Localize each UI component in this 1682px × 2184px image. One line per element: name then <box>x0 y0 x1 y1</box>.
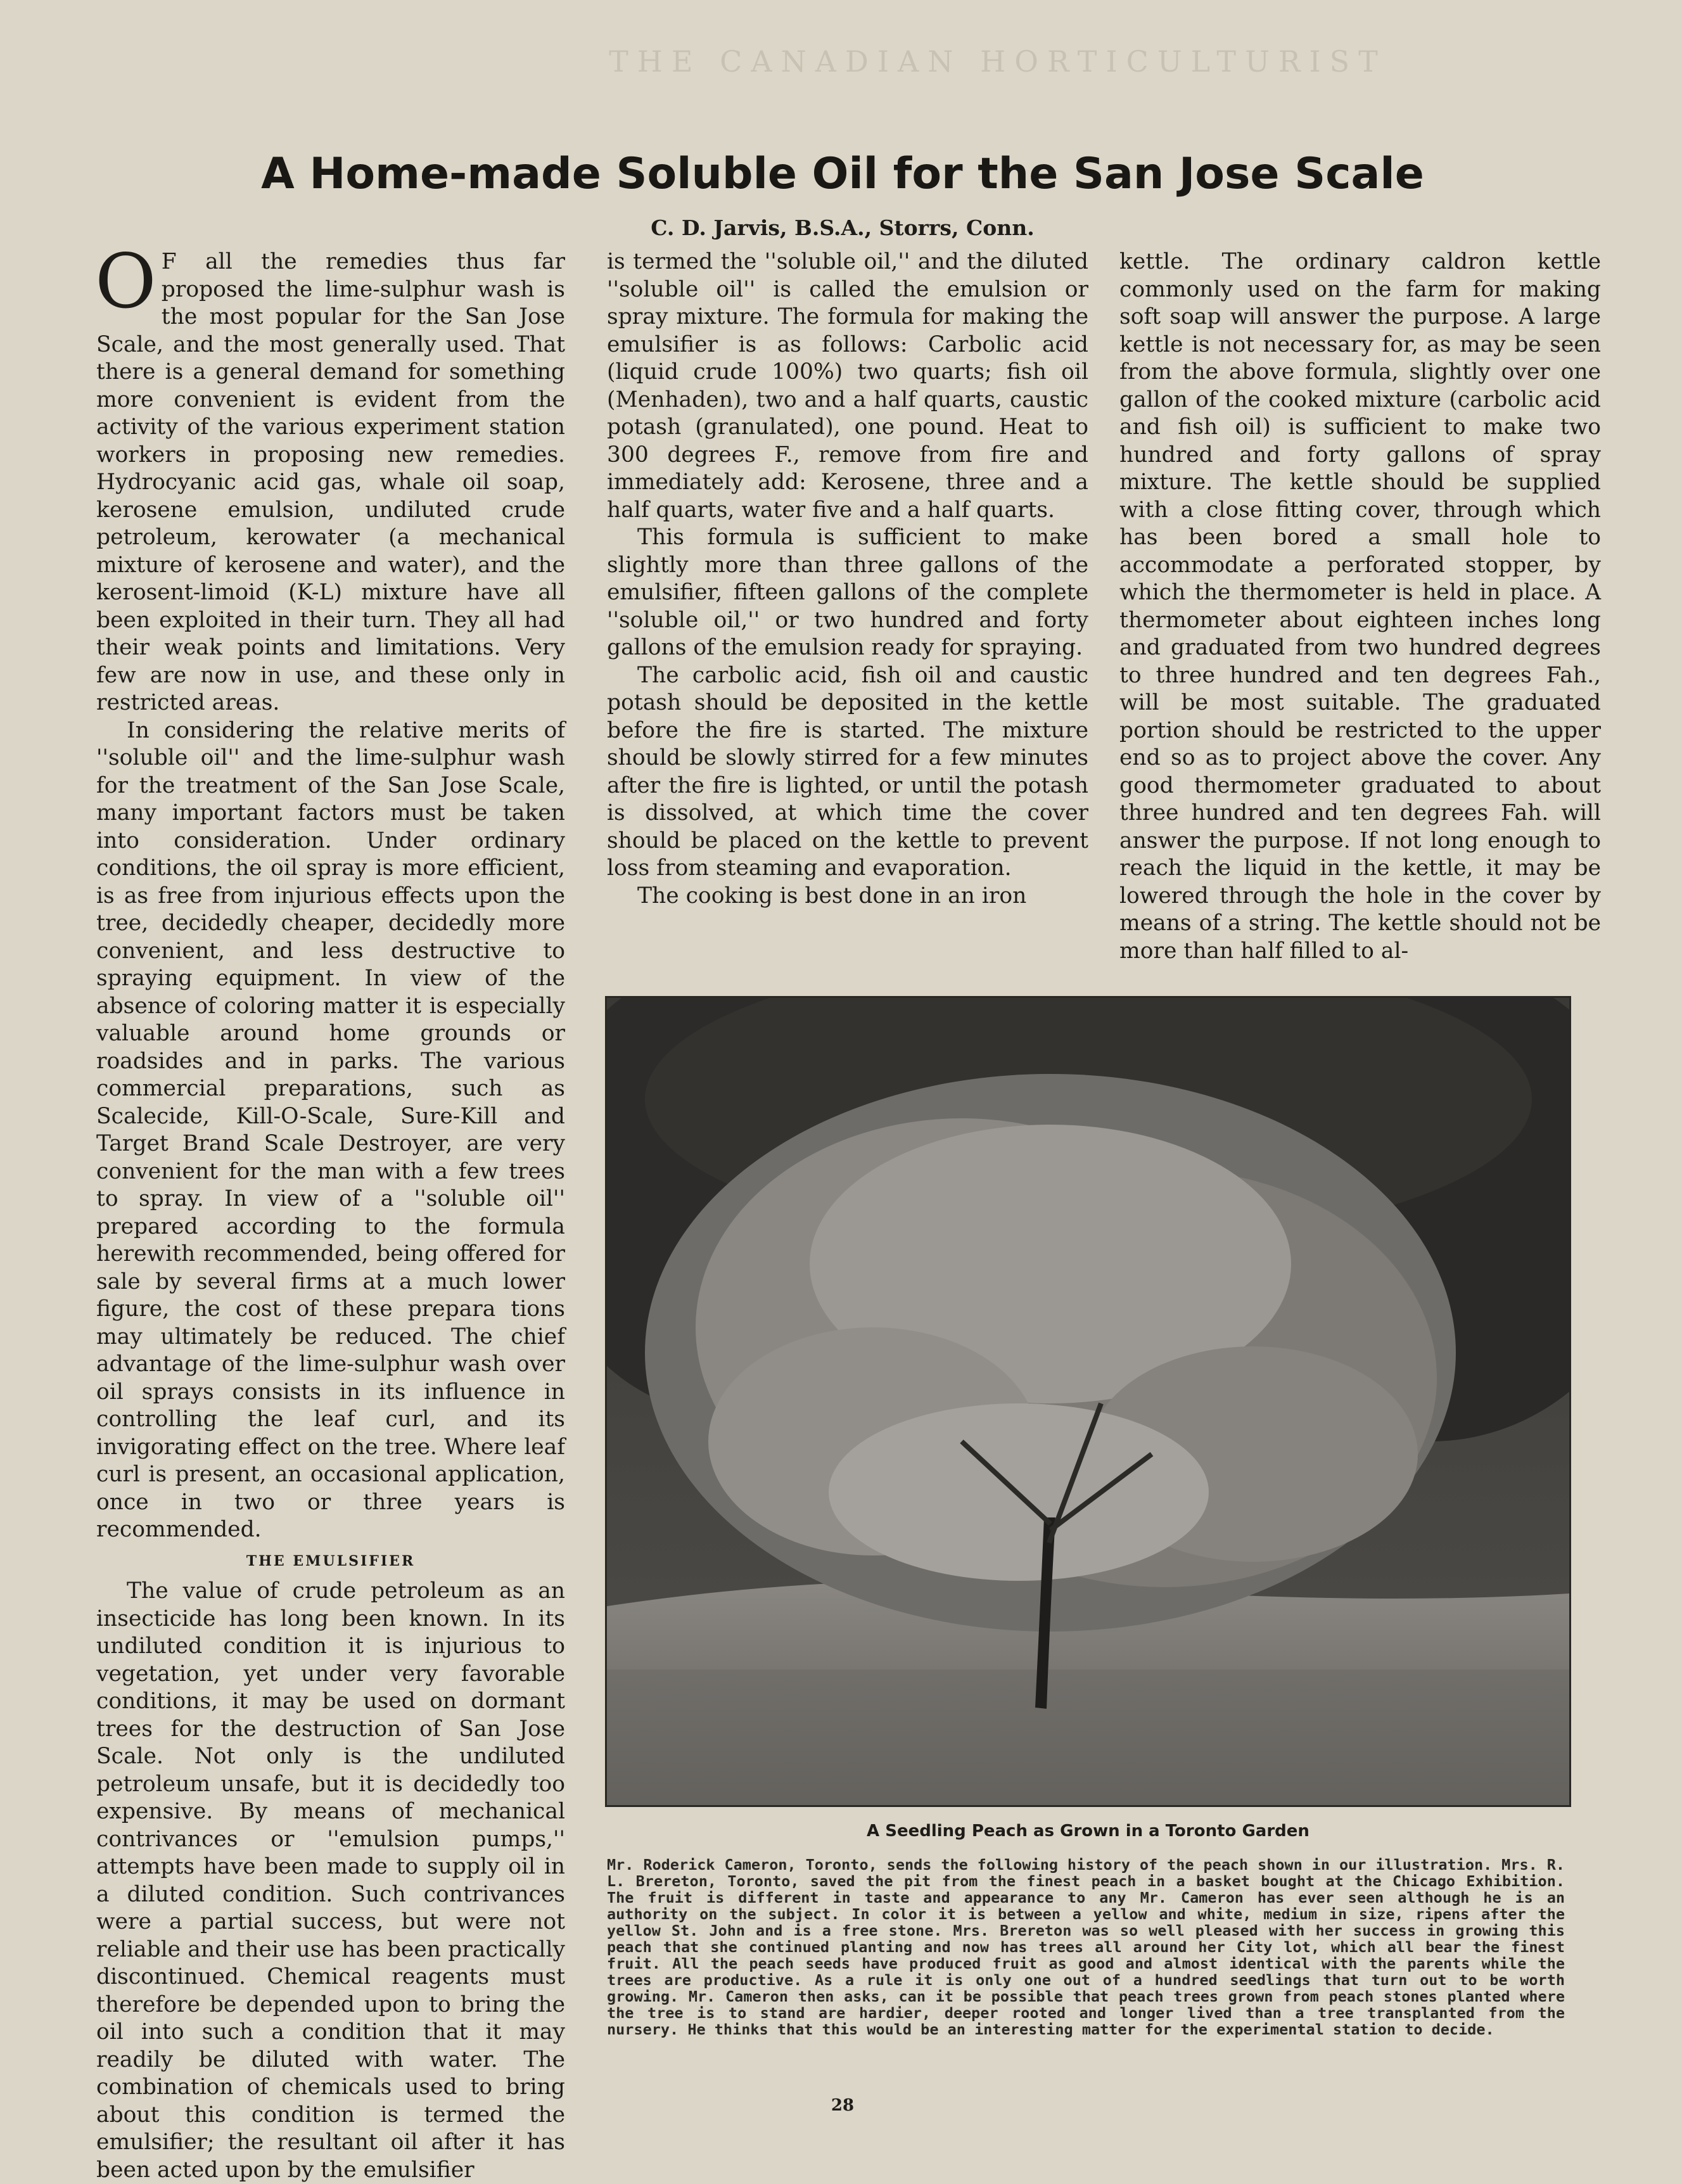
figure-note: Mr. Roderick Cameron, Toronto, sends the following history of the peach shown in our illustration. Mrs. R. L. Brereton, Toronto, saved the pit from the finest peach in a basket bought at the Chicago Exhibition. The fruit is different in taste and appearance to any Mr. Cameron has ever seen although he is an authority on the subject. In color it is between a yellow and white, medium in size, ripens after the yellow St. John and is a free stone. Mrs. Brereton was so well pleased with her success in growing this peach that she continued planting and now has trees all around her City lot, which all bear the finest fruit. All the peach seeds have produced fruit as good and almost identical with the parents while the trees are productive. As a rule it is only one out of a hundred seedlings that turn out to be worth growing. Mr. Cameron then asks, can it be possible that peach trees grown from peach stones planted where the tree is to stand are hardier, deeper rooted and longer lived than a tree transplanted from the nursery. He thinks that this would be an interesting matter for the experimental station to decide. <box>607 1856 1565 2038</box>
paragraph-text: F all the remedies thus far proposed the lime-sulphur wash is the most popular for the San Jose Scale, and the most generally used. That there is a general demand for something more convenient is evident from the activity of the various experiment station workers in proposing new remedies. Hydrocyanic acid gas, whale oil soap, kerosene emulsion, undiluted crude petroleum, kerowater (a mechanical mixture of kerosene and water), and the kerosent-limoid (K-L) mixture have all been exploited in their turn. They all had their weak points and limitations. Very few are now in use, and these only in restricted areas. <box>96 249 565 715</box>
column-3 <box>1119 248 1601 965</box>
paragraph: is termed the ''soluble oil,'' and the diluted ''soluble oil'' is called the emulsion or spray mixture. The formula for making the emulsifier is as follows: Carbolic acid (liquid crude 100%) two quarts; fish oil (Menhaden), two and a half quarts, caustic potash (granulated), one pound. Heat to 300 degrees F., remove from fire and immediately add: Kerosene, three and a half quarts, water five and a half quarts. <box>607 249 1088 523</box>
column-2 <box>607 248 1088 910</box>
paragraph: In considering the relative merits of ''soluble oil'' and the lime-sulphur wash for the treatment of the San Jose Scale, many important factors must be taken into consideration. Under ordinary conditions, the oil spray is more efficient, is as free from injurious effects upon the tree, decidedly cheaper, decidedly more convenient, and less destructive to spraying equipment. In view of the absence of coloring matter it is especially valuable around home grounds or roadsides and in parks. The various commercial preparations, such as Scalecide, Kill-O-Scale, Sure-Kill and Target Brand Scale Destroyer, are very convenient for the man with a few trees to spray. In view of a ''soluble oil'' prepared according to the formula herewith recommended, being offered for sale by several firms at a much lower figure, the cost of these prepara tions may ultimately be reduced. The chief advantage of the lime-sulphur wash over oil sprays consists in its influence in controlling the leaf curl, and its invigorating effect on the tree. Where leaf curl is present, an occasional application, once in two or three years is recommended. <box>96 717 565 1542</box>
figure-caption: A Seedling Peach as Grown in a Toronto Garden <box>867 1822 1309 1841</box>
article-byline: C. D. Jarvis, B.S.A., Storrs, Conn. <box>651 215 1035 240</box>
paragraph: This formula is sufficient to make slightly more than three gallons of the emulsifier, fifteen gallons of the complete ''soluble oil,'' or two hundred and forty gallons of the emulsion ready for spraying. <box>607 525 1088 660</box>
section-heading: THE EMULSIFIER <box>246 1552 416 1569</box>
page-number: 28 <box>831 2096 855 2115</box>
peach-tree-photo <box>605 996 1571 1807</box>
paragraph: The carbolic acid, fish oil and caustic potash should be deposited in the kettle before the fire is started. The mixture should be slowly stirred for a few minutes after the fire is lighted, or until the potash is dissolved, at which time the cover should be placed on the kettle to prevent loss from steaming and evaporation. <box>607 662 1088 881</box>
drop-cap: O <box>95 238 156 325</box>
running-head: THE CANADIAN HORTICULTURIST <box>609 44 1387 79</box>
paragraph: kettle. The ordinary caldron kettle commonly used on the farm for making soft soap will answer the purpose. A large kettle is not necessary for, as may be seen from the above formula, slightly over one gallon of the cooked mixture (carbolic acid and fish oil) is sufficient to make two hundred and forty gallons of spray mixture. The kettle should be supplied with a close fitting cover, through which has been bored a small hole to accommodate a perforated stopper, by which the thermometer is held in place. A thermometer about eighteen inches long and graduated from two hundred degrees to three hundred and ten degrees Fah., will be most suitable. The graduated portion should be restricted to the upper end so as to project above the cover. Any good thermometer graduated to about three hundred and ten degrees Fah. will answer the purpose. If not long enough to reach the liquid in the kettle, it may be lowered through the hole in the cover by means of a string. The kettle should not be more than half filled to al- <box>1119 249 1601 964</box>
paragraph <box>95 238 565 717</box>
paragraph: The value of crude petroleum as an insecticide has long been known. In its undiluted condition it is injurious to vegetation, yet under very favorable conditions, it may be used on dormant trees for the destruction of San Jose Scale. Not only is the undiluted petroleum unsafe, but it is decidedly too expensive. By means of mechanical contrivances or ''emulsion pumps,'' attempts have been made to supply oil in a diluted condition. Such contrivances were a partial success, but were not reliable and their use has been practically discontinued. Chemical reagents must therefore be depended upon to bring the oil into such a condition that it may readily be diluted with water. The combination of chemicals used to bring about this condition is termed the emulsifier; the resultant oil after it has been acted upon by the emulsifier <box>96 1578 565 2183</box>
peach-tree-illustration <box>607 998 1569 1805</box>
article-title: A Home-made Soluble Oil for the San Jose Scale <box>261 149 1424 199</box>
paragraph: The cooking is best done in an iron <box>637 883 1027 909</box>
column-1 <box>95 238 565 2184</box>
